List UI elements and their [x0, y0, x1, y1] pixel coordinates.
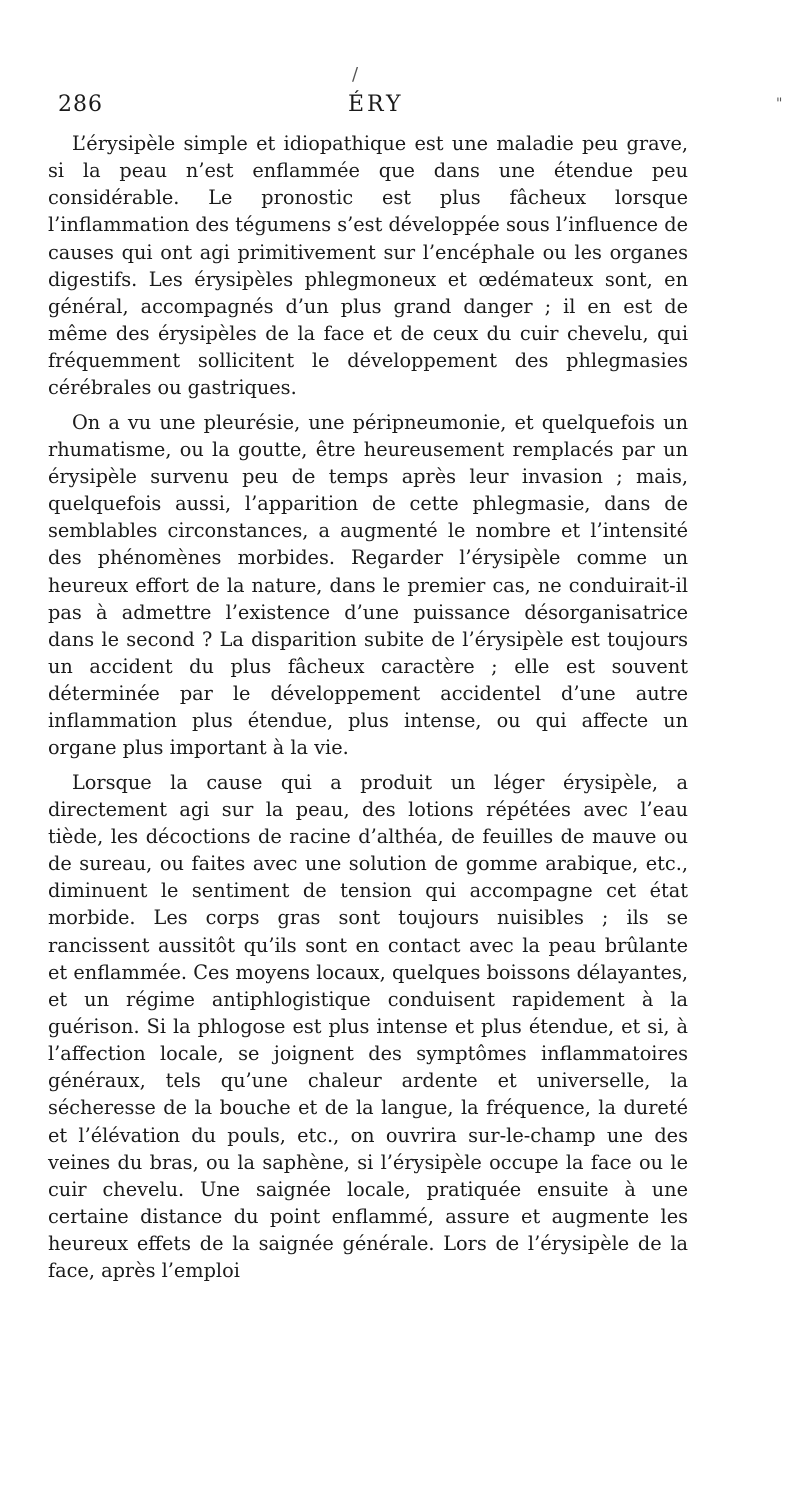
running-head: ÉRY [348, 92, 404, 117]
ink-mark: / [352, 64, 359, 85]
page-header [58, 92, 698, 122]
body-text [48, 130, 688, 1285]
paragraph-gap [48, 402, 688, 409]
paragraph-metastasis: On a vu une pleurésie, une péripneumonie, et quelquefois un rhumatisme, ou la goutte, être heureusement remplacés par un érysipèle survenu peu de temps après leur invasion ; mais, quelquefois aussi, l’apparition de cette phlegmasie, dans de semblables circonstances, a augmenté le nombre et l’intensité des phénomènes morbides. Regarder l’érysipèle comme un heureux effort de la nature, dans le premier cas, ne conduirait-il pas à admettre l’existence d’une puissance désorganisatrice dans le second ? La disparition subite de l’érysipèle est toujours un accident du plus fâcheux caractère ; elle est souvent déterminée par le développement accidentel d’une autre inflammation plus étendue, plus intense, ou qui affecte un organe plus important à la vie. [48, 410, 688, 760]
ink-mark: " [776, 96, 783, 112]
paragraph-treatment: Lorsque la cause qui a produit un léger érysipèle, a directement agi sur la peau, des lotions répétées avec l’eau tiède, les décoctions de racine d’althéa, de feuilles de mauve ou de sureau, ou faites avec une solution de gomme arabique, etc., diminuent le sentiment de tension qui accompagne cet état morbide. Les corps gras sont toujours nuisibles ; ils se rancissent aussitôt qu’ils sont en contact avec la peau brûlante et enflammée. Ces moyens locaux, quelques boissons délayantes, et un régime antiphlogistique conduisent rapidement à la guérison. Si la phlogose est plus intense et plus étendue, et si, à l’affection locale, se joignent des symptômes inflammatoires généraux, tels qu’une chaleur ardente et universelle, la sécheresse de la bouche et de la langue, la fréquence, la dureté et l’élévation du pouls, etc., on ouvrira sur-le-champ une des veines du bras, ou la saphène, si l’érysipèle occupe la face ou le cuir chevelu. Une saignée locale, pratiquée ensuite à une certaine distance du point enflammé, assure et augmente les heureux effets de la saignée générale. Lors de l’érysipèle de la face, après l’emploi [48, 770, 688, 1283]
paragraph-prognosis: L’érysipèle simple et idiopathique est une maladie peu grave, si la peau n’est enflammée que dans une étendue peu considérable. Le pronostic est plus fâcheux lorsque l’inflammation des tégumens s’est développée sous l’influence de causes qui ont agi primitivement sur l’encéphale ou les organes digestifs. Les érysipèles phlegmoneux et œdémateux sont, en général, accompagnés d’un plus grand danger ; il en est de même des érysipèles de la face et de ceux du cuir chevelu, qui fréquemment sollicitent le développement des phlegmasies cérébrales ou gastriques. [48, 132, 688, 400]
paragraph-gap [48, 762, 688, 769]
page-number: 286 [58, 92, 103, 117]
